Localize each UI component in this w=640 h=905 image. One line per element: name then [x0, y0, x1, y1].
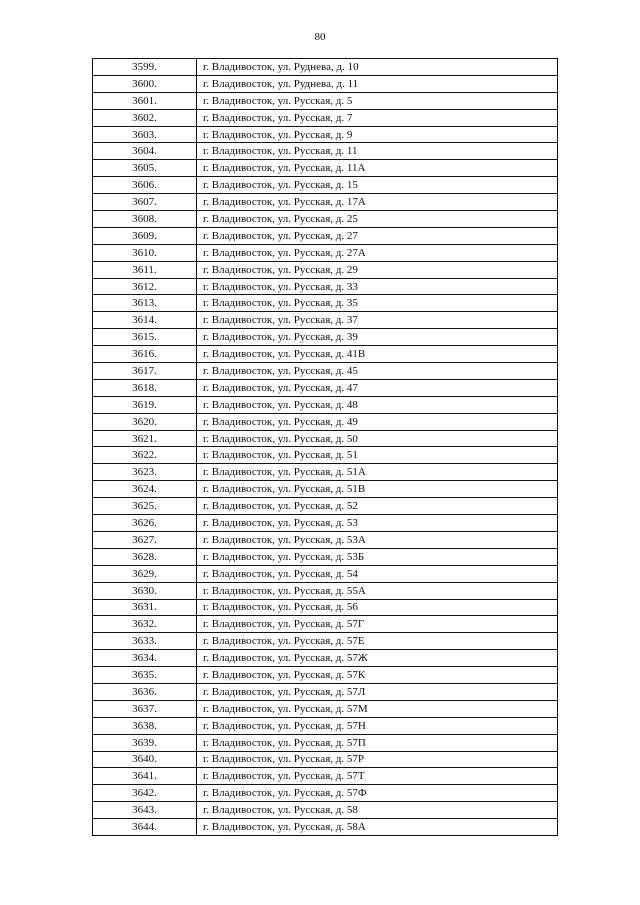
row-number: 3602. [93, 109, 197, 126]
row-number: 3627. [93, 531, 197, 548]
row-number: 3630. [93, 582, 197, 599]
table-row [93, 734, 558, 751]
table-row [93, 143, 558, 160]
row-number: 3629. [93, 565, 197, 582]
table-row [93, 700, 558, 717]
row-number: 3610. [93, 244, 197, 261]
address-table [92, 58, 558, 836]
page-number: 80 [314, 31, 326, 43]
row-address: г. Владивосток, ул. Русская, д. 53Б [197, 548, 558, 565]
table-row [93, 683, 558, 700]
table-row [93, 633, 558, 650]
row-address: г. Владивосток, ул. Русская, д. 35 [197, 295, 558, 312]
row-number: 3608. [93, 211, 197, 228]
table-row [93, 819, 558, 836]
row-address: г. Владивосток, ул. Русская, д. 55А [197, 582, 558, 599]
table-row [93, 295, 558, 312]
row-address: г. Владивосток, ул. Русская, д. 49 [197, 413, 558, 430]
row-number: 3605. [93, 160, 197, 177]
row-address: г. Владивосток, ул. Русская, д. 57Ж [197, 650, 558, 667]
table-row [93, 531, 558, 548]
table-row [93, 261, 558, 278]
row-address: г. Владивосток, ул. Русская, д. 48 [197, 396, 558, 413]
row-address: г. Владивосток, ул. Русская, д. 15 [197, 177, 558, 194]
row-number: 3639. [93, 734, 197, 751]
table-row [93, 650, 558, 667]
row-number: 3625. [93, 498, 197, 515]
row-number: 3604. [93, 143, 197, 160]
table-row [93, 244, 558, 261]
row-address: г. Владивосток, ул. Русская, д. 57П [197, 734, 558, 751]
row-address: г. Владивосток, ул. Русская, д. 27 [197, 227, 558, 244]
table-row [93, 785, 558, 802]
row-address: г. Владивосток, ул. Русская, д. 37 [197, 312, 558, 329]
row-address: г. Владивосток, ул. Русская, д. 27А [197, 244, 558, 261]
table-row [93, 227, 558, 244]
row-number: 3623. [93, 464, 197, 481]
row-address: г. Владивосток, ул. Русская, д. 57Т [197, 768, 558, 785]
row-number: 3634. [93, 650, 197, 667]
table-row [93, 379, 558, 396]
row-address: г. Владивосток, ул. Русская, д. 54 [197, 565, 558, 582]
row-address: г. Владивосток, ул. Русская, д. 57К [197, 667, 558, 684]
row-address: г. Владивосток, ул. Русская, д. 25 [197, 211, 558, 228]
row-address: г. Владивосток, ул. Русская, д. 39 [197, 329, 558, 346]
table-row [93, 582, 558, 599]
table-row [93, 59, 558, 76]
row-number: 3603. [93, 126, 197, 143]
table-row [93, 802, 558, 819]
row-address: г. Владивосток, ул. Русская, д. 41В [197, 346, 558, 363]
table-row [93, 126, 558, 143]
row-address: г. Владивосток, ул. Русская, д. 53А [197, 531, 558, 548]
row-number: 3612. [93, 278, 197, 295]
table-row [93, 751, 558, 768]
table-row [93, 346, 558, 363]
table-row [93, 312, 558, 329]
row-address: г. Владивосток, ул. Русская, д. 52 [197, 498, 558, 515]
row-number: 3620. [93, 413, 197, 430]
row-number: 3614. [93, 312, 197, 329]
table-row [93, 717, 558, 734]
row-number: 3611. [93, 261, 197, 278]
table-row [93, 396, 558, 413]
row-number: 3600. [93, 75, 197, 92]
table-row [93, 667, 558, 684]
row-address: г. Владивосток, ул. Русская, д. 11 [197, 143, 558, 160]
table-row [93, 278, 558, 295]
address-table-body [93, 59, 558, 836]
table-row [93, 194, 558, 211]
row-address: г. Владивосток, ул. Русская, д. 57Е [197, 633, 558, 650]
table-row [93, 160, 558, 177]
table-row [93, 447, 558, 464]
table-row [93, 768, 558, 785]
row-address: г. Владивосток, ул. Русская, д. 57Ф [197, 785, 558, 802]
row-number: 3632. [93, 616, 197, 633]
row-number: 3616. [93, 346, 197, 363]
row-address: г. Владивосток, ул. Руднева, д. 11 [197, 75, 558, 92]
table-row [93, 616, 558, 633]
row-number: 3635. [93, 667, 197, 684]
row-address: г. Владивосток, ул. Русская, д. 9 [197, 126, 558, 143]
row-address: г. Владивосток, ул. Русская, д. 47 [197, 379, 558, 396]
row-address: г. Владивосток, ул. Русская, д. 58А [197, 819, 558, 836]
table-row [93, 177, 558, 194]
row-number: 3628. [93, 548, 197, 565]
row-address: г. Владивосток, ул. Руднева, д. 10 [197, 59, 558, 76]
row-address: г. Владивосток, ул. Русская, д. 29 [197, 261, 558, 278]
row-address: г. Владивосток, ул. Русская, д. 57Р [197, 751, 558, 768]
row-number: 3607. [93, 194, 197, 211]
row-address: г. Владивосток, ул. Русская, д. 51В [197, 481, 558, 498]
row-number: 3609. [93, 227, 197, 244]
row-address: г. Владивосток, ул. Русская, д. 50 [197, 430, 558, 447]
row-number: 3643. [93, 802, 197, 819]
row-number: 3641. [93, 768, 197, 785]
row-number: 3599. [93, 59, 197, 76]
table-row [93, 363, 558, 380]
table-row [93, 464, 558, 481]
table-row [93, 548, 558, 565]
row-number: 3613. [93, 295, 197, 312]
table-row [93, 329, 558, 346]
row-address: г. Владивосток, ул. Русская, д. 17А [197, 194, 558, 211]
row-number: 3606. [93, 177, 197, 194]
table-row [93, 75, 558, 92]
row-number: 3619. [93, 396, 197, 413]
row-address: г. Владивосток, ул. Русская, д. 11А [197, 160, 558, 177]
row-address: г. Владивосток, ул. Русская, д. 58 [197, 802, 558, 819]
table-row [93, 211, 558, 228]
row-number: 3601. [93, 92, 197, 109]
row-number: 3637. [93, 700, 197, 717]
row-number: 3621. [93, 430, 197, 447]
row-address: г. Владивосток, ул. Русская, д. 57Г [197, 616, 558, 633]
table-row [93, 109, 558, 126]
row-number: 3624. [93, 481, 197, 498]
table-row [93, 92, 558, 109]
table-row [93, 498, 558, 515]
row-number: 3622. [93, 447, 197, 464]
row-address: г. Владивосток, ул. Русская, д. 57Н [197, 717, 558, 734]
row-number: 3631. [93, 599, 197, 616]
table-row [93, 481, 558, 498]
row-number: 3638. [93, 717, 197, 734]
table-row [93, 565, 558, 582]
row-number: 3626. [93, 515, 197, 532]
row-address: г. Владивосток, ул. Русская, д. 45 [197, 363, 558, 380]
table-row [93, 515, 558, 532]
row-address: г. Владивосток, ул. Русская, д. 56 [197, 599, 558, 616]
table-row [93, 599, 558, 616]
row-number: 3615. [93, 329, 197, 346]
row-number: 3633. [93, 633, 197, 650]
row-number: 3642. [93, 785, 197, 802]
row-number: 3636. [93, 683, 197, 700]
row-address: г. Владивосток, ул. Русская, д. 51 [197, 447, 558, 464]
row-address: г. Владивосток, ул. Русская, д. 7 [197, 109, 558, 126]
row-number: 3618. [93, 379, 197, 396]
row-address: г. Владивосток, ул. Русская, д. 57М [197, 700, 558, 717]
table-row [93, 430, 558, 447]
row-address: г. Владивосток, ул. Русская, д. 33 [197, 278, 558, 295]
row-address: г. Владивосток, ул. Русская, д. 51А [197, 464, 558, 481]
row-address: г. Владивосток, ул. Русская, д. 57Л [197, 683, 558, 700]
table-row [93, 413, 558, 430]
row-number: 3617. [93, 363, 197, 380]
row-address: г. Владивосток, ул. Русская, д. 5 [197, 92, 558, 109]
row-address: г. Владивосток, ул. Русская, д. 53 [197, 515, 558, 532]
row-number: 3644. [93, 819, 197, 836]
row-number: 3640. [93, 751, 197, 768]
